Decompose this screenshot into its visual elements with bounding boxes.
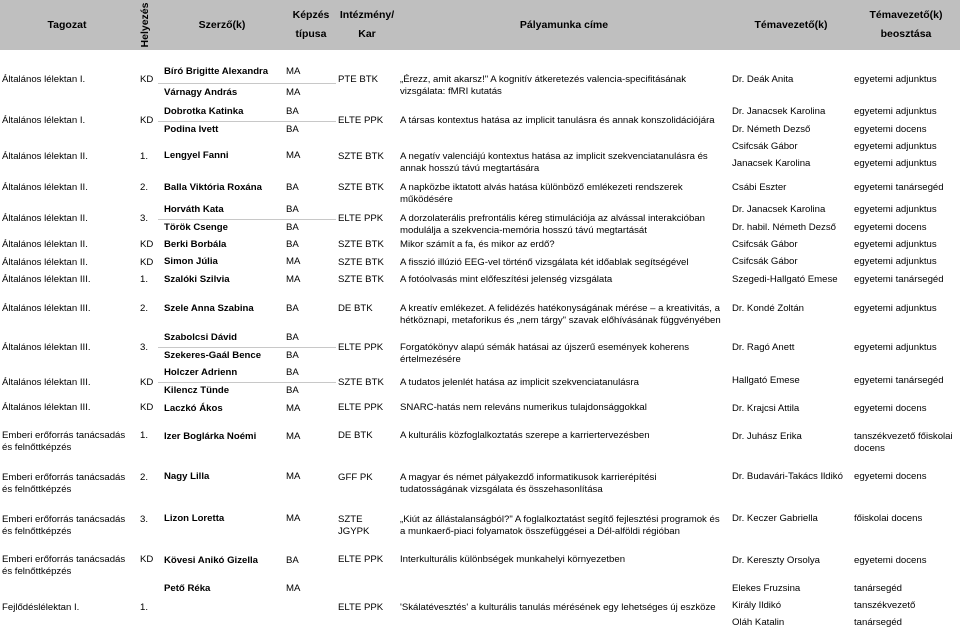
author-degree: BA [286,332,299,343]
row-section: Emberi erőforrás tanácsadás és felnőttképzés [2,430,126,453]
col-header-section: Tagozat [47,18,87,31]
row-place: KD [140,377,154,388]
author-degree: MA [286,274,301,285]
row-section: Általános lélektan II. [2,256,88,268]
author-degree: MA [286,66,301,77]
author-name: Bíró Brigitte Alexandra [164,66,269,77]
author-degree: MA [286,431,301,442]
row-section: Fejlődéslélektan I. [2,602,80,613]
row-place: 3. [140,341,149,353]
row-institution: SZTE JGYPK [338,513,370,537]
supervisor-name: Dr. Németh Dezső [732,124,811,135]
author-degree: MA [286,471,301,482]
row-title: 'Skálatévesztés' a kulturális tanulás mérésének egy lehetséges új eszköze [400,602,716,613]
row-title: A dorzolaterális prefrontális kéreg stimulációja az alvással interakcióban modulálja a szekvencia-memória hosszú távú megtartását [400,213,706,236]
row-place: 2. [140,181,149,193]
supervisor-name: Dr. Budavári-Takács Ildikó [732,471,843,482]
row-place: 1. [140,150,149,162]
row-place: 2. [140,471,149,483]
row-place: 1. [140,430,149,441]
supervisor-role: egyetemi docens [854,555,927,566]
author-name: Nagy Lilla [164,471,210,482]
supervisor-name: Janacsek Karolina [732,158,811,169]
author-degree: MA [286,403,301,414]
supervisor-name: Dr. Kereszty Orsolya [732,555,820,566]
author-divider [158,121,336,122]
col-header-supervisors: Témavezető(k) [754,18,828,31]
author-name: Kövesi Anikó Gizella [164,555,259,566]
col-header-authors: Szerző(k) [198,18,246,31]
row-section: Általános lélektan II. [2,150,88,162]
author-name: Holczer Adrienn [164,367,238,378]
row-institution: ELTE PPK [338,115,384,126]
col-header-title: Pályamunka címe [519,18,609,31]
row-institution: SZTE BTK [338,239,384,250]
supervisor-name: Csifcsák Gábor [732,239,798,250]
author-name: Berki Borbála [164,239,227,250]
author-degree: BA [286,385,299,396]
author-name: Szekeres-Gaál Bence [164,350,262,361]
supervisor-name: Dr. habil. Németh Dezső [732,222,836,233]
supervisor-role: egyetemi adjunktus [854,204,937,215]
author-name: Simon Júlia [164,256,218,267]
row-institution: SZTE BTK [338,150,384,162]
row-title: „Érezz, amit akarsz!" A kognitív átkeretezés valencia-specifitásának vizsgálata: fMRI kutatás [400,73,687,97]
author-degree: BA [286,124,299,135]
supervisor-role: egyetemi adjunktus [854,256,937,267]
author-name: Laczkó Ákos [164,403,223,414]
row-place: 3. [140,213,149,224]
supervisor-name: Elekes Fruzsina [732,583,801,594]
supervisor-name: Dr. Keczer Gabriella [732,513,818,524]
supervisor-role: tanársegéd [854,583,903,594]
author-name: Szalóki Szilvia [164,274,230,285]
author-name: Lizon Loretta [164,513,225,524]
supervisor-role: egyetemi adjunktus [854,106,937,117]
supervisor-name: Hallgató Emese [732,375,800,386]
supervisor-role: egyetemi tanársegéd [854,274,944,285]
row-institution: DE BTK [338,430,373,441]
supervisor-role: egyetemi adjunktus [854,239,937,250]
author-degree: BA [286,350,299,361]
supervisor-role: egyetemi adjunktus [854,158,937,169]
supervisor-role: egyetemi tanársegéd [854,375,944,386]
row-place: KD [140,115,154,126]
author-divider [158,382,336,383]
row-section: Emberi erőforrás tanácsadás és felnőttképzés [2,513,126,537]
supervisor-name: Dr. Ragó Anett [732,342,795,353]
supervisor-role: egyetemi docens [854,124,927,135]
row-title: A kulturális közfoglalkoztatás szerepe a karriertervezésben [400,430,650,441]
row-section: Emberi erőforrás tanácsadás és felnőttképzés [2,554,126,577]
row-section: Általános lélektan III. [2,341,91,353]
row-title: A társas kontextus hatása az implicit tanulásra és annak konszolidációjára [400,115,715,126]
row-institution: ELTE PPK [338,213,384,224]
supervisor-role: egyetemi docens [854,471,927,482]
table-header [0,0,960,50]
author-degree: BA [286,239,299,250]
author-degree: BA [286,106,299,117]
author-degree: MA [286,87,301,98]
author-name: Podina Ivett [164,124,219,135]
author-name: Pető Réka [164,583,211,594]
row-section: Általános lélektan III. [2,377,91,388]
row-title: „Kiút az állástalanságból?" A foglalkoztatást segítő fejlesztési programok és a munkaerő-piaci folyamatok összefüggései a Dél-alföldi régióban [400,513,720,537]
author-name: Lengyel Fanni [164,150,229,161]
row-section: Általános lélektan II. [2,213,88,224]
author-name: Szabolcsi Dávid [164,332,238,343]
col-header-place [134,0,156,50]
supervisor-name: Oláh Katalin [732,617,785,628]
row-section: Általános lélektan III. [2,402,91,413]
supervisor-role: tanszékvezető [854,600,916,611]
row-title: Mikor számít a fa, és mikor az erdő? [400,239,555,250]
author-divider [158,83,336,84]
row-place: KD [140,73,154,85]
supervisor-name: Dr. Janacsek Karolina [732,204,826,215]
row-place: KD [140,256,154,268]
row-title: A magyar és német pályakezdő informatikusok karrierépítési tudatosságának vizsgálata és összehasonlítása [400,471,657,495]
supervisor-role: főiskolai docens [854,513,923,524]
supervisor-name: Dr. Krajcsi Attila [732,403,800,414]
author-degree: BA [286,303,299,314]
row-section: Emberi erőforrás tanácsadás és felnőttképzés [2,471,126,495]
supervisor-role: tanszékvezető főiskolai docens [854,431,953,454]
supervisor-name: Csifcsák Gábor [732,256,798,267]
row-place: KD [140,554,154,565]
supervisor-role: egyetemi docens [854,403,927,414]
row-institution: DE BTK [338,302,373,314]
row-place: 1. [140,602,149,613]
row-place: 3. [140,513,149,525]
author-degree: BA [286,204,299,215]
supervisor-role: egyetemi adjunktus [854,141,937,152]
supervisor-role: egyetemi adjunktus [854,74,937,85]
row-title: SNARC-hatás nem releváns numerikus tulajdonsággokkal [400,402,647,413]
author-degree: BA [286,182,299,193]
author-name: Izer Boglárka Noémi [164,431,257,442]
author-divider [158,347,336,348]
author-name: Török Csenge [164,222,228,233]
row-institution: GFF PK [338,471,373,483]
supervisor-name: Dr. Janacsek Karolina [732,106,826,117]
author-name: Várnagy András [164,87,238,98]
row-place: KD [140,402,154,413]
author-degree: MA [286,150,301,161]
supervisor-role: egyetemi adjunktus [854,342,937,353]
row-title: Forgatókönyv alapú sémák hatásai az újszerű események koherens értelmezésére [400,341,690,365]
author-divider [158,219,336,220]
row-title: A tudatos jelenlét hatása az implicit szekvenciatanulásra [400,377,639,388]
col-header-institution: Intézmény/ Kar [339,9,395,40]
supervisor-role: egyetemi adjunktus [854,303,937,314]
row-institution: SZTE BTK [338,256,384,268]
row-title: Interkulturális különbségek munkahelyi környezetben [400,554,626,565]
author-name: Szele Anna Szabina [164,303,254,314]
row-institution: ELTE PPK [338,554,384,565]
supervisor-role: tanársegéd [854,617,903,628]
row-institution: SZTE BTK [338,181,384,193]
author-name: Dobrotka Katinka [164,106,244,117]
author-degree: BA [286,555,299,566]
supervisor-name: Csábi Eszter [732,182,787,193]
supervisor-name: Szegedi-Hallgató Emese [732,274,838,285]
col-header-degree: Képzés típusa [292,9,330,40]
author-degree: MA [286,256,301,267]
row-title: A fisszió illúzió EEG-vel történő vizsgálata két időablak segítségével [400,256,689,268]
supervisor-role: egyetemi docens [854,222,927,233]
author-name: Kilencz Tünde [164,385,230,396]
row-title: A kreatív emlékezet. A felidézés hatékonyságának mérése – a kreativitás, a hétköznapi, metaforikus és „nem tárgy" szavak előhívásának függvényében [400,302,721,326]
row-section: Általános lélektan III. [2,302,91,314]
row-section: Általános lélektan III. [2,273,91,285]
row-section: Általános lélektan II. [2,239,88,250]
row-place: 1. [140,273,149,285]
supervisor-name: Dr. Kondé Zoltán [732,303,804,314]
supervisor-name: Dr. Deák Anita [732,74,794,85]
supervisor-role: egyetemi tanársegéd [854,182,944,193]
supervisor-name: Király Ildikó [732,600,782,611]
author-name: Balla Viktória Roxána [164,182,262,193]
row-section: Általános lélektan II. [2,181,88,193]
row-institution: ELTE PPK [338,402,384,413]
row-place: 2. [140,302,149,314]
author-degree: MA [286,583,301,594]
row-title: A negatív valenciájú kontextus hatása az implicit szekvenciatanulásra és annak hosszú távú megtartására [400,150,708,174]
row-section: Általános lélektan I. [2,115,86,126]
supervisor-name: Csifcsák Gábor [732,141,798,152]
row-institution: ELTE PPK [338,602,384,613]
supervisor-name: Dr. Juhász Erika [732,431,802,442]
author-degree: BA [286,222,299,233]
row-title: A napközbe iktatott alvás hatása különböző emlékezeti rendszerek működésére [400,181,683,205]
author-degree: BA [286,367,299,378]
author-name: Horváth Kata [164,204,224,215]
author-degree: MA [286,513,301,524]
row-institution: SZTE BTK [338,273,384,285]
col-header-place-label: Helyezés [139,2,151,48]
col-header-supervisor-role: Témavezető(k) beosztása [869,9,943,40]
row-title: A fotóolvasás mint előfeszítési jelenség vizsgálata [400,273,613,285]
row-institution: ELTE PPK [338,341,384,353]
row-place: KD [140,239,154,250]
row-section: Általános lélektan I. [2,73,86,85]
row-institution: SZTE BTK [338,377,384,388]
row-institution: PTE BTK [338,73,378,85]
